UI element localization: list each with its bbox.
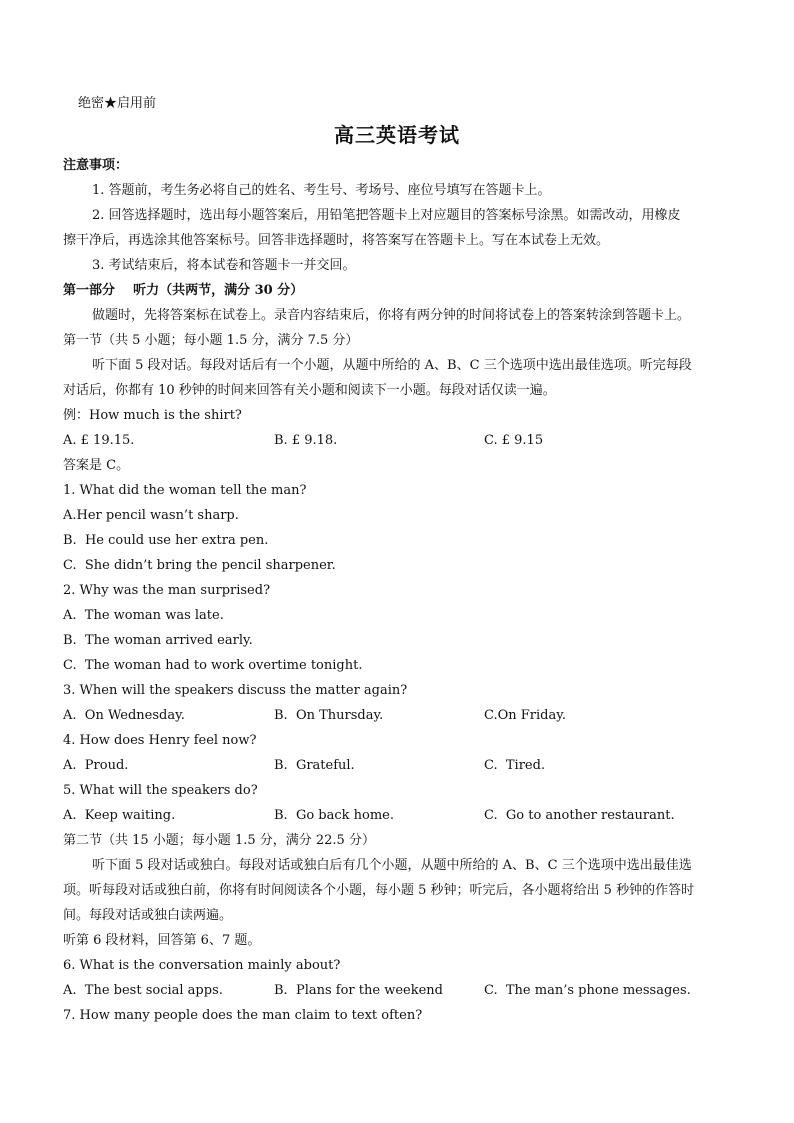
notes-item-2-line-1: 2. 回答选择题时，选出每小题答案后，用铅笔把答题卡上对应题目的答案标号涂黑。如需改动，用橡皮	[92, 208, 681, 223]
q1-option-a: A.Her pencil wasn’t sharp.	[63, 508, 239, 523]
section2-instruction-line-3: 间。每段对话或独白读两遍。	[63, 908, 233, 923]
q5-option-c: C. Go to another restaurant.	[484, 808, 675, 823]
q2-option-c: C. The woman had to work overtime tonight.	[63, 658, 363, 673]
q2-option-b: B. The woman arrived early.	[63, 633, 253, 648]
example-question: 例：How much is the shirt?	[63, 408, 242, 423]
section2-heading: 第二节（共 15 小题；每小题 1.5 分，满分 22.5 分）	[63, 833, 375, 848]
q3-option-c: C.On Friday.	[484, 708, 566, 723]
notes-heading: 注意事项：	[63, 158, 129, 173]
example-option-b: B. £ 9.18.	[274, 433, 338, 448]
material-6-label: 听第 6 段材料，回答第 6、7 题。	[63, 933, 261, 948]
section2-instruction-line-1: 听下面 5 段对话或独白。每段对话或独白后有几个小题，从题中所给的 A、B、C 三个选项中选出最佳选	[92, 858, 692, 873]
example-answer: 答案是 C。	[63, 458, 130, 473]
q6-option-c: C. The man’s phone messages.	[484, 983, 691, 998]
q4-option-c: C. Tired.	[484, 758, 546, 773]
q4-option-a: A. Proud.	[63, 758, 129, 773]
q1-option-b: B. He could use her extra pen.	[63, 533, 269, 548]
example-option-a: A. £ 19.15.	[63, 433, 135, 448]
example-option-c: C. £ 9.15	[484, 433, 544, 448]
q1-question: 1. What did the woman tell the man?	[63, 483, 307, 498]
part1-heading: 第一部分 听力（共两节，满分 30 分）	[63, 283, 304, 298]
q6-option-b: B. Plans for the weekend	[274, 983, 443, 998]
q3-question: 3. When will the speakers discuss the matter again?	[63, 683, 408, 698]
q2-option-a: A. The woman was late.	[63, 608, 224, 623]
section1-heading: 第一节（共 5 小题；每小题 1.5 分，满分 7.5 分）	[63, 333, 359, 348]
secret-mark: 绝密★启用前	[78, 96, 157, 111]
q5-question: 5. What will the speakers do?	[63, 783, 258, 798]
q6-option-a: A. The best social apps.	[63, 983, 223, 998]
q5-option-a: A. Keep waiting.	[63, 808, 176, 823]
notes-item-2-line-2: 擦干净后，再选涂其他答案标号。回答非选择题时，将答案写在答题卡上。写在本试卷上无效。	[63, 233, 610, 248]
q5-option-b: B. Go back home.	[274, 808, 395, 823]
q3-option-a: A. On Wednesday.	[63, 708, 185, 723]
section1-instruction-line-2: 对话后，你都有 10 秒钟的时间来回答有关小题和阅读下一小题。每段对话仅读一遍。	[63, 383, 556, 398]
section1-instruction-line-1: 听下面 5 段对话。每段对话后有一个小题，从题中所给的 A、B、C 三个选项中选出最佳选项。听完每段	[92, 358, 692, 373]
q4-question: 4. How does Henry feel now?	[63, 733, 257, 748]
part1-instruction: 做题时，先将答案标在试卷上。录音内容结束后，你将有两分钟的时间将试卷上的答案转涂到答题卡上。	[92, 308, 691, 323]
notes-item-3: 3. 考试结束后，将本试卷和答题卡一并交回。	[92, 258, 356, 273]
q1-option-c: C. She didn’t bring the pencil sharpener.	[63, 558, 336, 573]
section2-instruction-line-2: 项。听每段对话或独白前，你将有时间阅读各个小题，每小题 5 秒钟；听完后，各小题将给出 5 秒钟的作答时	[63, 883, 695, 898]
q4-option-b: B. Grateful.	[274, 758, 355, 773]
notes-item-1: 1. 答题前，考生务必将自己的姓名、考生号、考场号、座位号填写在答题卡上。	[92, 183, 551, 198]
q2-question: 2. Why was the man surprised?	[63, 583, 271, 598]
q6-question: 6. What is the conversation mainly about?	[63, 958, 341, 973]
q3-option-b: B. On Thursday.	[274, 708, 384, 723]
q7-question: 7. How many people does the man claim to text often?	[63, 1008, 423, 1023]
exam-title: 高三英语考试	[334, 123, 460, 147]
